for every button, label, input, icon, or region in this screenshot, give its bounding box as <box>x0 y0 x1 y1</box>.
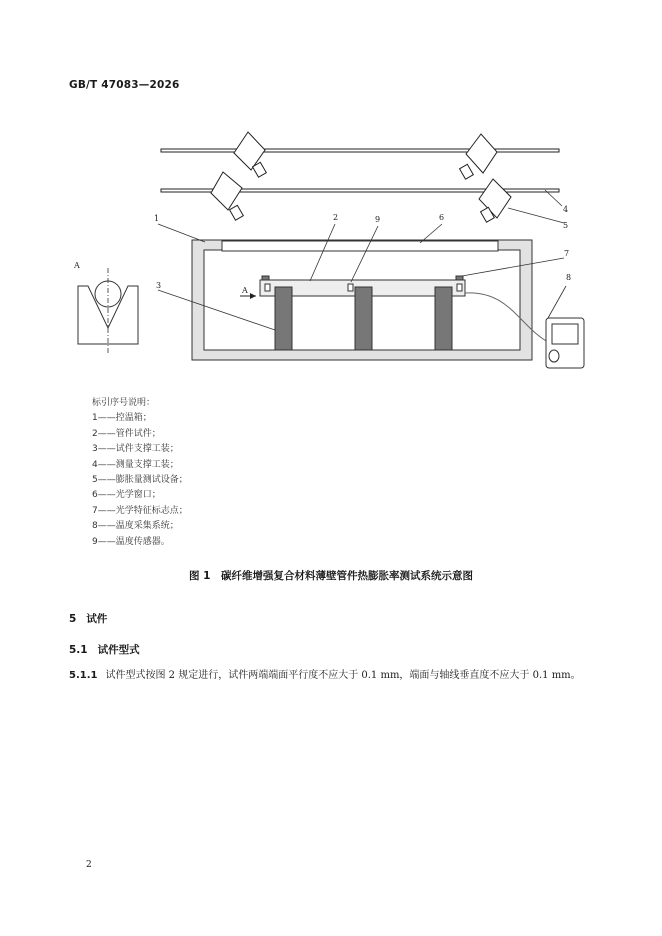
svg-text:9: 9 <box>375 215 381 224</box>
svg-text:4: 4 <box>563 205 569 214</box>
clause-text: 试件型式按图 2 规定进行，试件两端端面平行度不应大于 0.1 mm，端面与轴线垂直度不应大于 0.1 mm。 <box>105 670 581 681</box>
legend-item: 3——试件支撑工装； <box>92 444 179 455</box>
legend-item: 2——管件试件； <box>92 428 161 439</box>
standard-header: GB/T 47083—2026 <box>69 79 180 91</box>
figure-caption: 图 1 碳纤维增强复合材料薄壁管件热膨胀率测试系统示意图 <box>189 570 473 582</box>
svg-text:6: 6 <box>439 213 445 222</box>
section-number: 5 <box>69 613 77 625</box>
section-title: 试件型式 <box>97 644 140 656</box>
svg-text:2: 2 <box>333 213 339 222</box>
svg-text:A: A <box>242 286 248 295</box>
legend-item: 6——光学窗口； <box>92 490 161 501</box>
legend-item: 1——控温箱； <box>92 413 152 424</box>
svg-text:A: A <box>74 261 80 270</box>
section-5-heading <box>69 611 107 626</box>
svg-text:7: 7 <box>564 249 570 258</box>
test-system-figure <box>60 128 600 378</box>
svg-text:8: 8 <box>566 273 572 282</box>
page-number: 2 <box>86 860 92 870</box>
legend-item: 4——测量支撑工装； <box>92 459 179 470</box>
legend-item: 8——温度采集系统； <box>92 521 179 532</box>
svg-text:1: 1 <box>154 214 160 223</box>
section-title: 试件 <box>86 613 108 625</box>
legend-item: 7——光学特征标志点； <box>92 505 188 516</box>
svg-text:5: 5 <box>563 221 569 230</box>
legend-item: 5——膨胀量测试设备； <box>92 475 188 486</box>
svg-text:3: 3 <box>156 281 162 290</box>
figure-legend <box>92 396 188 550</box>
section-5-1-heading <box>69 642 140 657</box>
legend-title: 标引序号说明： <box>92 398 156 408</box>
clause-5-1-1 <box>69 666 591 686</box>
clause-number: 5.1.1 <box>69 670 98 681</box>
legend-item: 9——温度传感器。 <box>92 536 170 547</box>
section-number: 5.1 <box>69 644 88 656</box>
measurement-devices <box>211 132 511 222</box>
acquisition-unit <box>546 318 584 368</box>
section-view-a <box>73 261 138 354</box>
